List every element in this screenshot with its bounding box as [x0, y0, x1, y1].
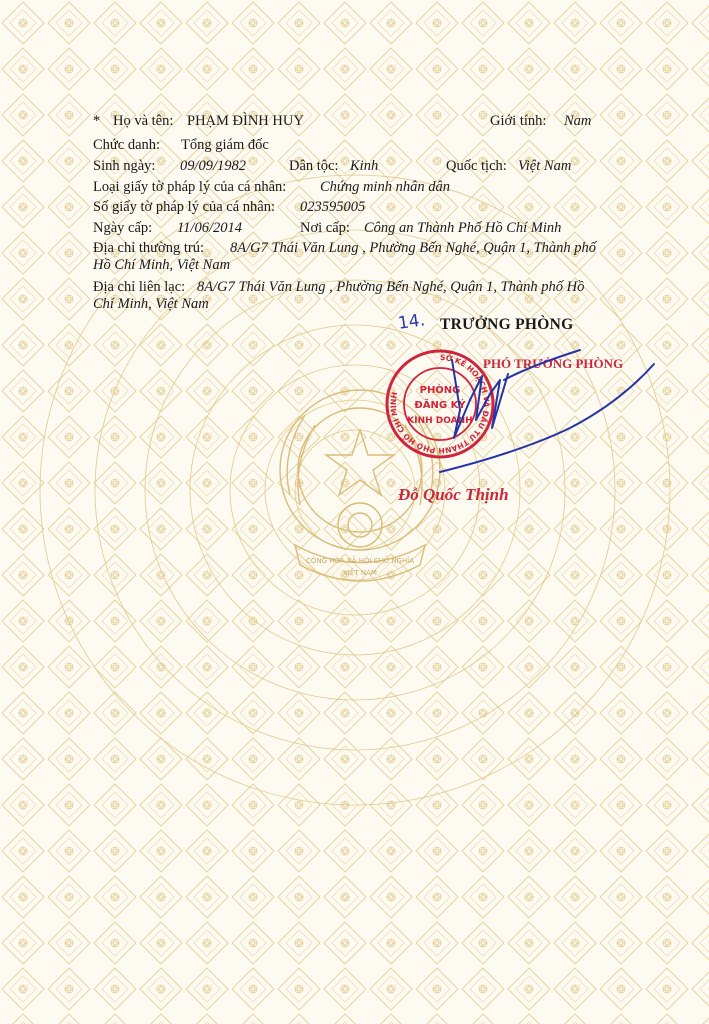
nationality-value: Việt Nam	[518, 158, 572, 174]
contact-address-line2: Chí Minh, Việt Nam	[93, 296, 209, 312]
stamp-center-line2: ĐĂNG KÝ	[414, 400, 466, 411]
perm-address-line1: 8A/G7 Thái Văn Lung , Phường Bến Nghé, Quận 1, Thành phố	[230, 240, 597, 256]
title-label: Chức danh:	[93, 137, 161, 153]
signature-title: TRƯỞNG PHÒNG	[440, 316, 574, 333]
perm-address-label: Địa chỉ thường trú:	[93, 240, 204, 256]
issue-date-label: Ngày cấp:	[93, 220, 153, 236]
issue-place-value: Công an Thành Phố Hồ Chí Minh	[364, 220, 562, 236]
issue-date-value: 11/06/2014	[177, 220, 242, 236]
perm-address-line2: Hồ Chí Minh, Việt Nam	[93, 257, 231, 273]
title-value: Tổng giám đốc	[181, 137, 269, 153]
stamp-center-line3: KINH DOANH	[407, 416, 473, 426]
signer-name: Đỗ Quốc Thịnh	[398, 485, 509, 504]
gender-label: Giới tính:	[490, 113, 547, 129]
gender-value: Nam	[564, 113, 592, 129]
personal-info-section	[0, 0, 709, 320]
doc-type-value: Chứng minh nhân dân	[320, 179, 450, 195]
handwritten-number: 14.	[396, 310, 427, 334]
emblem-ribbon-line1: CỘNG HÒA XÃ HỘI CHỦ NGHĨA	[305, 557, 415, 565]
doc-number-label: Số giấy tờ pháp lý của cá nhân:	[93, 199, 276, 215]
name-label: Họ và tên:	[113, 113, 174, 129]
dob-label: Sinh ngày:	[93, 158, 156, 174]
nationality-label: Quốc tịch:	[446, 158, 507, 174]
stamp-center-line1: PHÒNG	[419, 385, 461, 396]
name-value: PHẠM ĐÌNH HUY	[187, 113, 304, 129]
deputy-title: PHÓ TRƯỞNG PHÒNG	[483, 356, 624, 371]
ethnic-value: Kinh	[350, 158, 379, 174]
emblem-ribbon-line2: VIỆT NAM	[343, 569, 377, 577]
contact-address-label: Địa chỉ liên lạc:	[93, 279, 186, 295]
doc-number-value: 023595005	[300, 199, 366, 215]
stamp-ring-text: SỞ KẾ HOẠCH VÀ ĐẦU TƯ THÀNH PHỐ HỒ CHÍ MINH	[388, 352, 491, 456]
handwritten-signature	[430, 340, 670, 480]
contact-address-line1: 8A/G7 Thái Văn Lung , Phường Bến Nghé, Quận 1, Thành phố Hồ	[197, 279, 585, 295]
doc-type-label: Loại giấy tờ pháp lý của cá nhân:	[93, 179, 287, 195]
bullet-asterisk: *	[93, 113, 101, 129]
issue-place-label: Nơi cấp:	[300, 220, 350, 236]
ethnic-label: Dân tộc:	[289, 158, 339, 174]
dob-value: 09/09/1982	[180, 158, 247, 174]
